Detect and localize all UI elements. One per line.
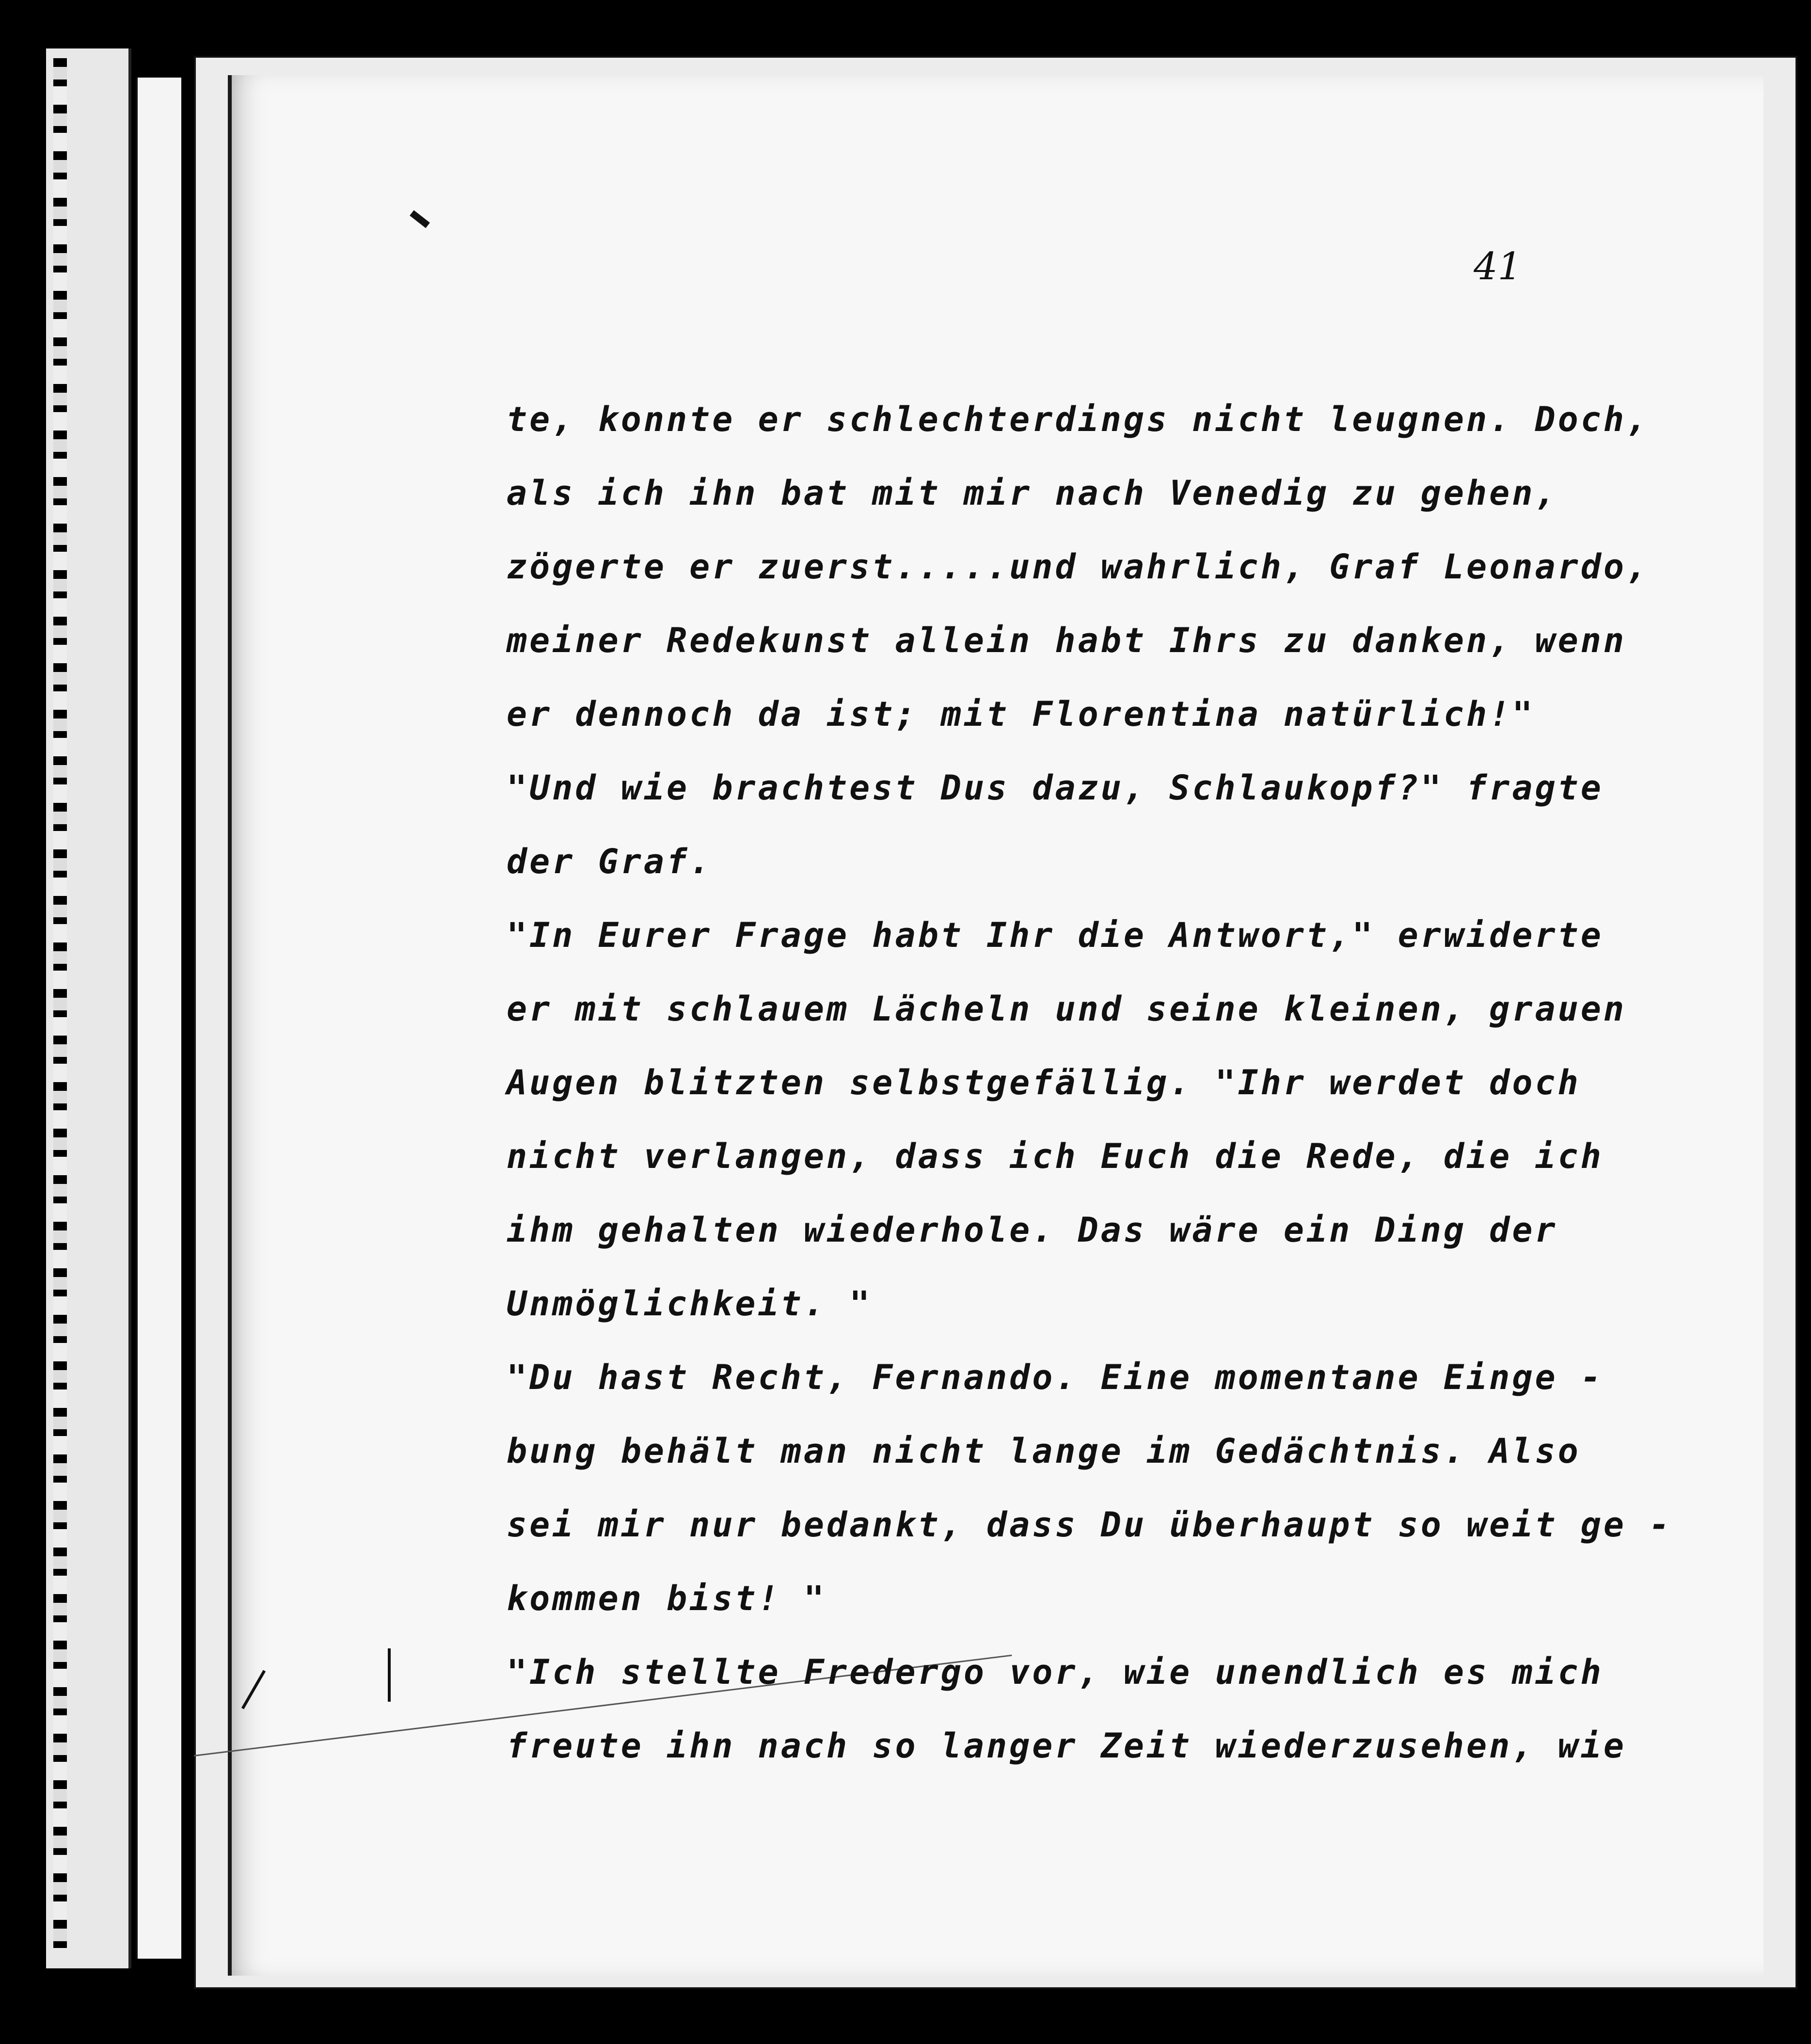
text-line: er mit schlauem Lächeln und seine kleinen, grauen: [507, 989, 1627, 1029]
text-line: "In Eurer Frage habt Ihr die Antwort," erwiderte: [507, 915, 1604, 955]
text-line: "Du hast Recht, Fernando. Eine momentane Einge -: [507, 1357, 1604, 1397]
text-line: kommen bist! ": [507, 1579, 827, 1618]
text-line: Augen blitzten selbstgefällig. "Ihr werdet doch: [507, 1063, 1581, 1102]
text-line: nicht verlangen, dass ich Euch die Rede, die ich: [507, 1136, 1604, 1176]
page-number: 41: [1474, 245, 1522, 288]
text-line: "Und wie brachtest Dus dazu, Schlaukopf?" fragte: [507, 768, 1604, 808]
text-line: ihm gehalten wiederhole. Das wäre ein Ding der: [507, 1210, 1558, 1250]
text-line: der Graf.: [507, 842, 713, 881]
text-line: Unmöglichkeit. ": [507, 1284, 873, 1324]
text-line: sei mir nur bedankt, dass Du überhaupt so weit ge -: [507, 1505, 1672, 1545]
pencil-mark: [388, 1648, 391, 1702]
text-line: zögerte er zuerst.....und wahrlich, Graf Leonardo,: [507, 547, 1650, 587]
text-line: te, konnte er schlechterdings nicht leugnen. Doch,: [507, 399, 1650, 439]
text-line: meiner Redekunst allein habt Ihrs zu danken, wenn: [507, 621, 1627, 660]
paper-ragged-edge: [53, 58, 67, 1949]
text-line: bung behält man nicht lange im Gedächtnis. Also: [507, 1431, 1581, 1471]
text-line: "Ich stellte Fredergo vor, wie unendlich es mich: [507, 1652, 1604, 1692]
text-line: freute ihn nach so langer Zeit wiederzusehen, wie: [507, 1726, 1627, 1766]
paper-inner-edge: [136, 78, 181, 1959]
text-line: er dennoch da ist; mit Florentina natürlich!": [507, 694, 1535, 734]
text-line: als ich ihn bat mit mir nach Venedig zu gehen,: [507, 473, 1558, 513]
typewritten-text: [507, 395, 1694, 1795]
